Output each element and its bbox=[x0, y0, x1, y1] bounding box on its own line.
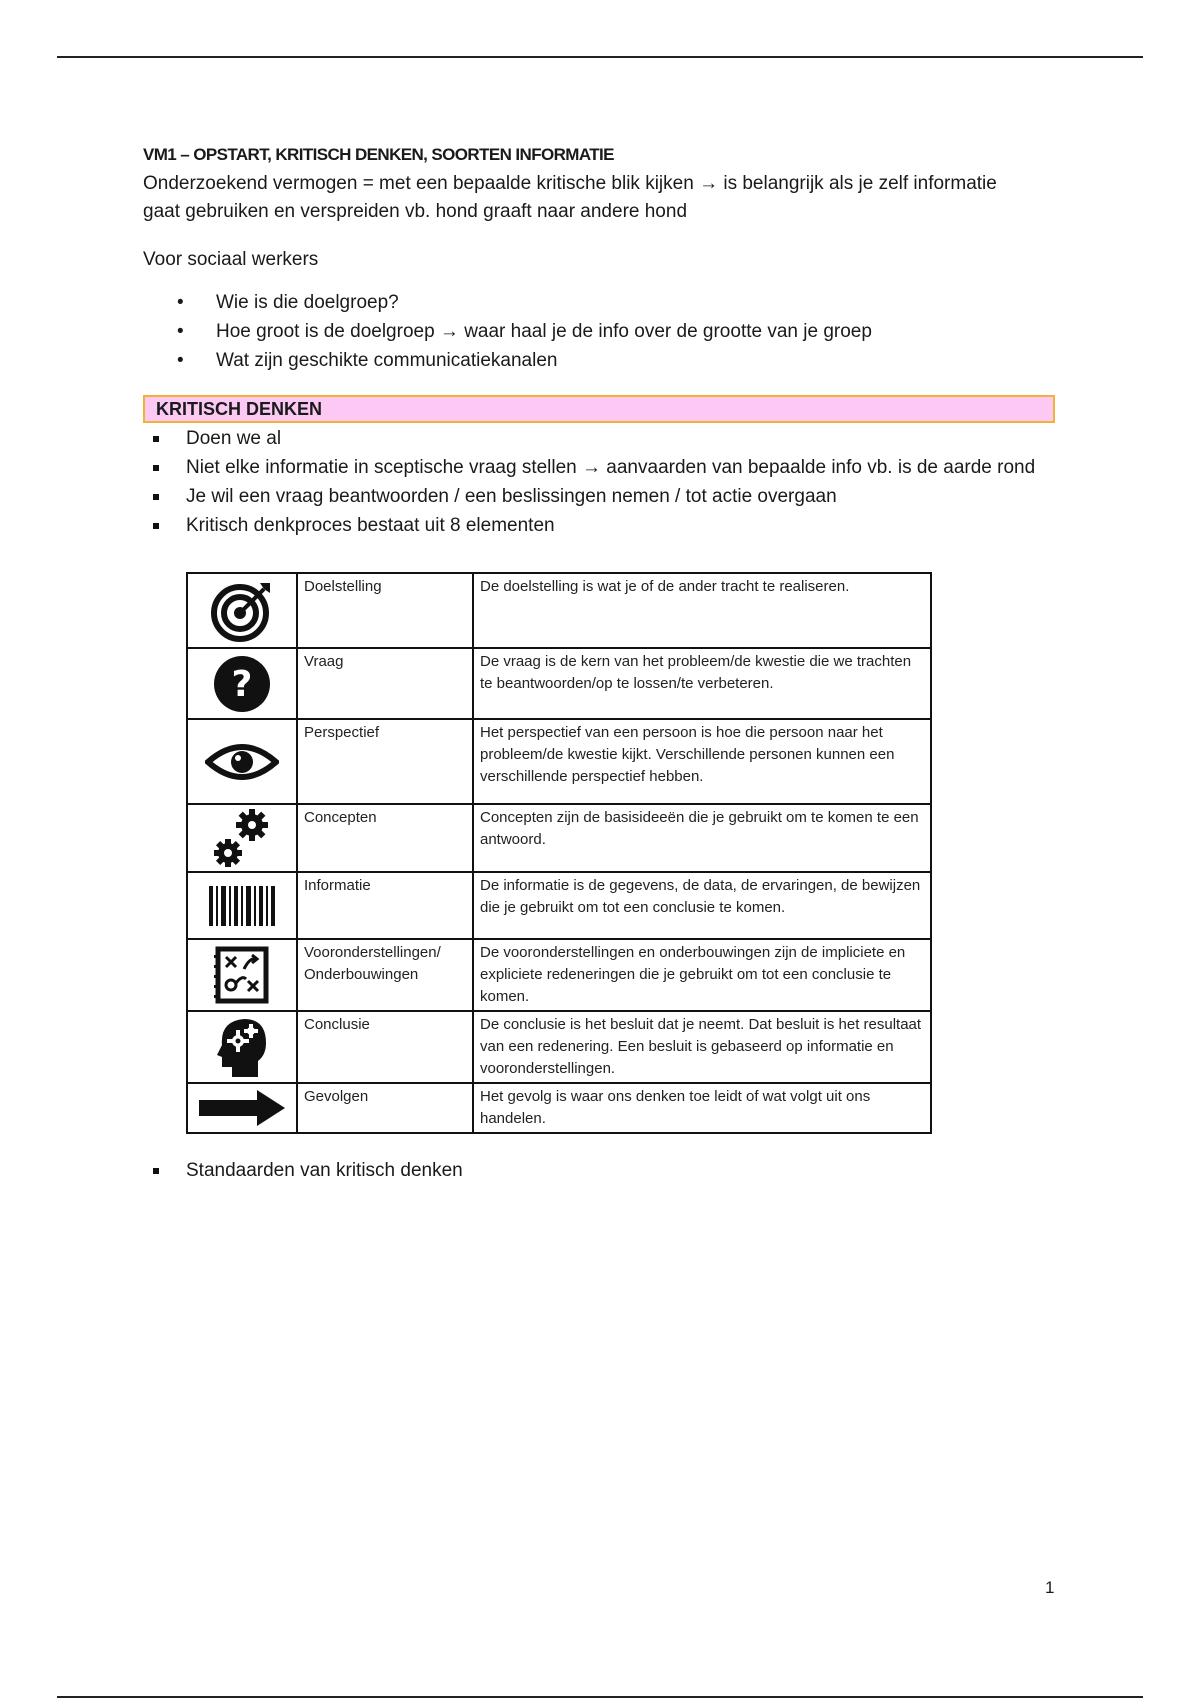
list-item: • Wat zijn geschikte communicatiekanalen bbox=[143, 346, 872, 375]
list-item: Niet elke informatie in sceptische vraag stellen → aanvaarden van bepaalde info vb. is de aarde rond bbox=[143, 454, 1043, 482]
page-number: 1 bbox=[1045, 1578, 1055, 1597]
element-description: De conclusie is het besluit dat je neemt. Dat besluit is het resultaat van een redenering. Een besluit is gebaseerd op informatie en vooronderstellingen. bbox=[473, 1011, 931, 1083]
table-row bbox=[187, 1083, 931, 1133]
table-row bbox=[187, 648, 931, 719]
elements-table bbox=[186, 572, 932, 1134]
table-row bbox=[187, 804, 931, 872]
list-item: Kritisch denkproces bestaat uit 8 elementen bbox=[143, 512, 1043, 540]
critical-bullet-list bbox=[143, 425, 1043, 541]
element-name: Informatie bbox=[297, 872, 473, 939]
table-row bbox=[187, 719, 931, 804]
element-description: De doelstelling is wat je of de ander tracht te realiseren. bbox=[473, 573, 931, 648]
element-name: Vraag bbox=[297, 648, 473, 719]
arrow-right-icon bbox=[187, 1083, 297, 1133]
header-rule bbox=[57, 56, 1143, 58]
list-item: • Hoe groot is de doelgroep → waar haal je de info over de grootte van je groep bbox=[143, 317, 872, 346]
svg-text:?: ? bbox=[231, 663, 253, 705]
element-name: Vooronderstellingen/ Onderbouwingen bbox=[297, 939, 473, 1011]
element-description: De vooronderstellingen en onderbouwingen zijn de impliciete en expliciete redeneringen die je gebruikt om tot een conclusie te komen. bbox=[473, 939, 931, 1011]
document-title: VM1 – OPSTART, KRITISCH DENKEN, SOORTEN INFORMATIE bbox=[143, 145, 614, 164]
element-description: Het perspectief van een persoon is hoe die persoon naar het probleem/de kwestie kijkt. Verschillende personen kunnen een verschillende perspectief hebben. bbox=[473, 719, 931, 804]
social-bullet-list bbox=[143, 288, 872, 375]
strategy-board-icon bbox=[187, 939, 297, 1011]
element-description: De vraag is de kern van het probleem/de kwestie die we trachten te beantwoorden/op te lossen/te verbeteren. bbox=[473, 648, 931, 719]
list-item: Standaarden van kritisch denken bbox=[143, 1157, 463, 1185]
intro-paragraph: Onderzoekend vermogen = met een bepaalde kritische blik kijken → is belangrijk als je zelf informatie gaat gebruiken en verspreiden vb. hond graaft naar andere hond bbox=[143, 173, 997, 222]
element-description: Concepten zijn de basisideeën die je gebruikt om te komen te een antwoord. bbox=[473, 804, 931, 872]
eye-icon bbox=[187, 719, 297, 804]
social-heading: Voor sociaal werkers bbox=[143, 249, 319, 270]
head-gears-icon bbox=[187, 1011, 297, 1083]
element-name: Gevolgen bbox=[297, 1083, 473, 1133]
gears-icon bbox=[187, 804, 297, 872]
target-icon bbox=[187, 573, 297, 648]
section-heading-kritisch-denken: KRITISCH DENKEN bbox=[143, 395, 1055, 423]
list-item: • Wie is die doelgroep? bbox=[143, 288, 872, 317]
table-row bbox=[187, 872, 931, 939]
list-item: Je wil een vraag beantwoorden / een beslissingen nemen / tot actie overgaan bbox=[143, 483, 1043, 511]
element-name: Doelstelling bbox=[297, 573, 473, 648]
standards-bullet-list bbox=[143, 1157, 463, 1185]
barcode-icon bbox=[187, 872, 297, 939]
element-description: Het gevolg is waar ons denken toe leidt of wat volgt uit ons handelen. bbox=[473, 1083, 931, 1133]
question-icon bbox=[187, 648, 297, 719]
element-name: Perspectief bbox=[297, 719, 473, 804]
footer-rule bbox=[57, 1696, 1143, 1698]
element-name: Conclusie bbox=[297, 1011, 473, 1083]
table-row bbox=[187, 573, 931, 648]
list-item: Doen we al bbox=[143, 425, 1043, 453]
element-description: De informatie is de gegevens, de data, de ervaringen, de bewijzen die je gebruikt om tot een conclusie te komen. bbox=[473, 872, 931, 939]
table-row bbox=[187, 939, 931, 1011]
element-name: Concepten bbox=[297, 804, 473, 872]
table-row bbox=[187, 1011, 931, 1083]
